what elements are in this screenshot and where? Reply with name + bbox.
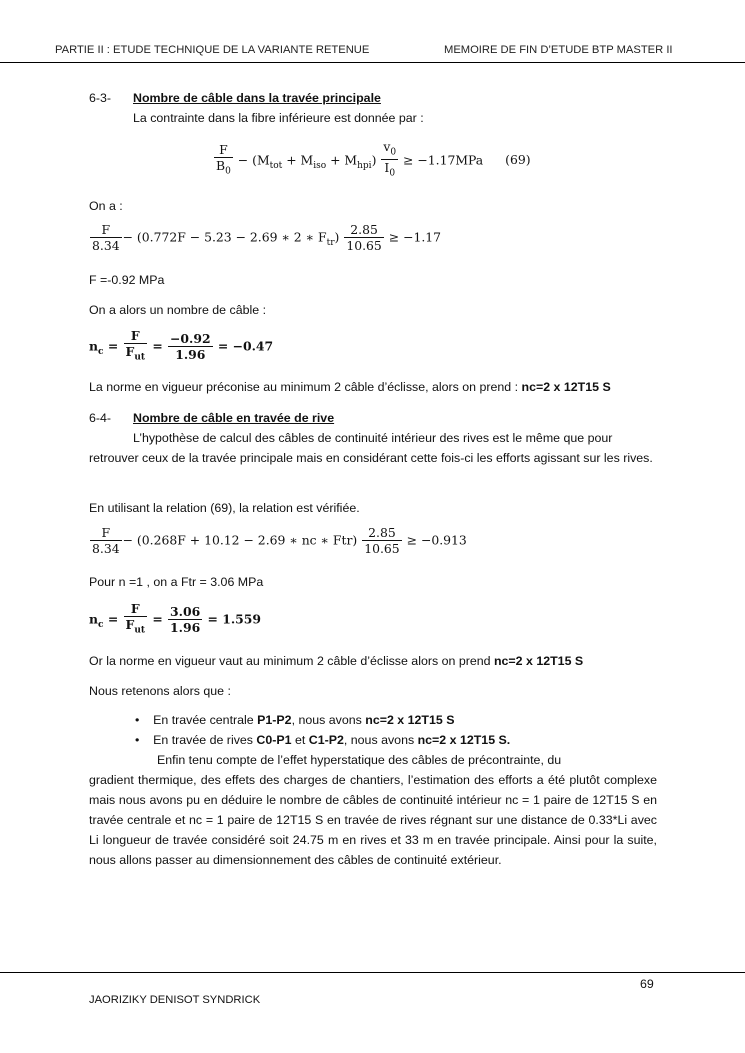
footer-rule xyxy=(0,972,745,973)
f-value: F =-0.92 MPa xyxy=(89,273,165,287)
equation-69: $\frac{F}{B_0}$ − $(M_{tot} + M_{iso} + M_{hpi})$ $\frac{v_0}{I_0}$ ≥ −1.17MPa (69) xyxy=(213,140,663,182)
on-a-text: On a : xyxy=(89,199,123,213)
bullet-list xyxy=(135,710,510,750)
norme-text-1: La norme en vigueur préconise au minimum 2 câble d’éclisse, alors on prend : nc=2 x 12T15 S xyxy=(89,380,611,394)
header-rule xyxy=(0,62,745,63)
header-left: PARTIE II : ETUDE TECHNIQUE DE LA VARIANTE RETENUE xyxy=(55,44,370,56)
pour-text: Pour n =1 , on a Ftr = 3.06 MPa xyxy=(89,575,264,589)
section-title: Nombre de câble en travée de rive xyxy=(133,411,335,425)
relation-text: En utilisant la relation (69), la relation est vérifiée. xyxy=(89,501,360,515)
nc-equation-2: $n_c$ = $\frac{F}{F_{ut}}$ = $\frac{3.06}{1.96}$ = 1.559 xyxy=(89,602,657,638)
section-title: Nombre de câble dans la travée principale xyxy=(133,91,381,105)
final-paragraph: Enfin tenu compte de l’effet hyperstatique des câbles de précontrainte, du gradient thermique, des effets des charges de chantiers, l’estimation des efforts a été plutôt complexe mais nous avons pu en déduire le nombre de câbles de continuité intérieur nc = 1 paire de 12T15 S en travée centrale et nc = 1 paire de 12T15 S en travée de rives régnant sur une distance de 0.33*Li avec Li longueur de travée considéré soit 24.75 m en rives et 33 m en travée principale. Ainsi pour la suite, nous allons passer au dimensionnement des câbles de continuité extérieur. xyxy=(89,753,657,867)
alors-text: On a alors un nombre de câble : xyxy=(89,303,267,317)
section-6-3-heading xyxy=(89,88,657,108)
retenons-text: Nous retenons alors que : xyxy=(89,684,231,698)
section-intro: La contrainte dans la fibre inférieure est donnée par : xyxy=(133,111,424,125)
norme-text-2: Or la norme en vigueur vaut au minimum 2 câble d’éclisse alors on prend nc=2 x 12T15 S xyxy=(89,654,584,668)
equation-label: (69) xyxy=(505,152,531,168)
page-number: 69 xyxy=(640,977,654,991)
section-6-4-heading xyxy=(89,408,657,428)
footer-author: JAORIZIKY DENISOT SYNDRICK xyxy=(89,994,261,1006)
list-item: • En travée centrale P1-P2, nous avons nc=2 x 12T15 S xyxy=(135,713,455,727)
paragraph-1: L’hypothèse de calcul des câbles de continuité intérieur des rives est le même que pour retrouver ceux de la travée principale mais en considérant cette fois-ci les efforts agissant sur les rives. xyxy=(89,431,653,465)
header-right: MEMOIRE DE FIN D’ETUDE BTP MASTER II xyxy=(444,44,673,56)
equation-2: $\frac{F}{8.34}$ − (0.772F − 5.23 − 2.69 ∗ 2 ∗ $F_{tr}$) $\frac{2.85}{10.65}$ ≥ −1.17 xyxy=(92,222,442,253)
section-number: 6-3- xyxy=(89,91,112,105)
list-item: • En travée de rives C0-P1 et C1-P2, nous avons nc=2 x 12T15 S. xyxy=(135,733,511,747)
equation-3: $\frac{F}{8.34}$ − (0.268F + 10.12 − 2.69 ∗ nc ∗ Ftr) $\frac{2.85}{10.65}$ ≥ −0.913 xyxy=(92,525,467,556)
section-number: 6-4- xyxy=(89,411,112,425)
nc-equation-1: $n_c$ = $\frac{F}{F_{ut}}$ = $\frac{-0.92}{1.96}$ = −0.47 xyxy=(89,329,657,365)
